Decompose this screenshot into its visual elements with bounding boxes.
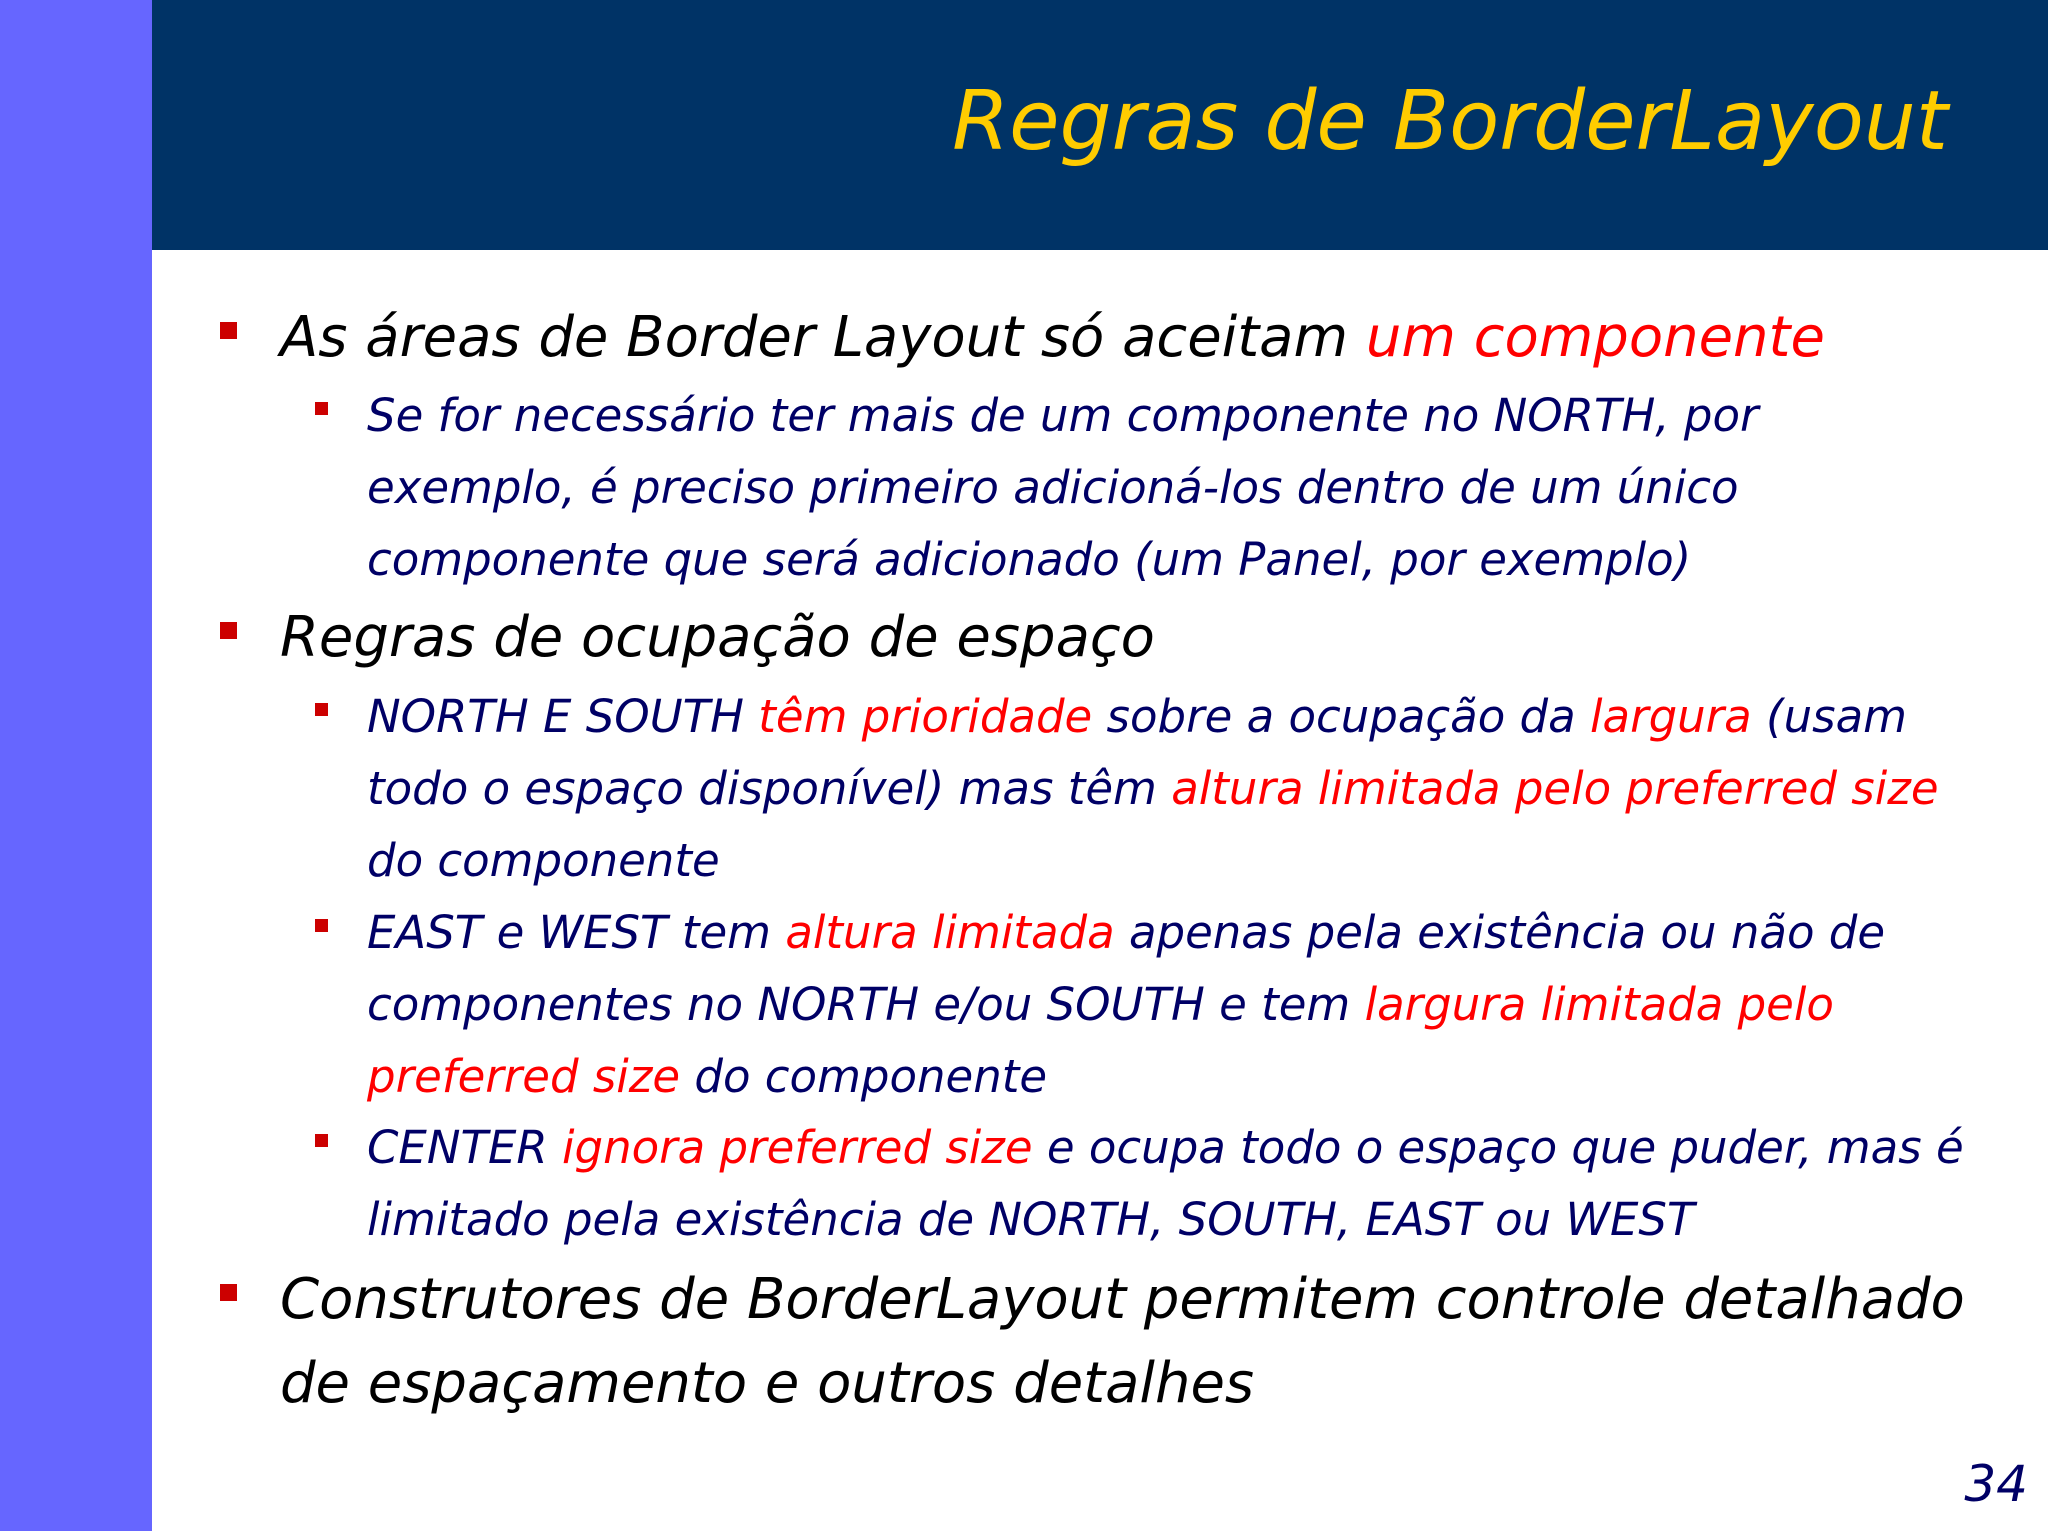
sub-bullet-line: Se for necessário ter mais de um componente no NORTH, por	[367, 389, 1759, 442]
slide-title: Regras de BorderLayout	[952, 74, 1948, 169]
sub-bullet-line	[367, 969, 1885, 1041]
highlight-segment: largura limitada pelo	[1364, 978, 1834, 1031]
sub-bullet-line	[367, 897, 1885, 969]
sub-bullet-line	[367, 1041, 1885, 1113]
page-number: 34	[1964, 1455, 2028, 1513]
text-segment: sobre a ocupação da	[1092, 690, 1590, 743]
sub-bullet-marker-icon	[315, 919, 328, 932]
sub-bullet-east-west	[367, 897, 1885, 1113]
highlight-segment: altura limitada pelo preferred size	[1171, 762, 1939, 815]
bullet-marker-icon	[220, 622, 237, 639]
text-segment: NORTH E SOUTH	[367, 690, 759, 743]
sub-bullet-north-panel	[367, 380, 1758, 596]
highlight-segment: têm prioridade	[758, 690, 1093, 743]
sub-bullet-marker-icon	[315, 703, 328, 716]
sub-bullet-line: componente que será adicionado (um Panel, por exemplo)	[367, 533, 1692, 586]
sub-bullet-line	[367, 753, 1939, 825]
text-segment: apenas pela existência ou não de	[1114, 906, 1886, 959]
highlight-segment: preferred size	[367, 1050, 681, 1103]
sub-bullet-line	[367, 681, 1939, 753]
text-segment: (usam	[1751, 690, 1907, 743]
sub-bullet-marker-icon	[315, 1134, 328, 1147]
bullet-text: As áreas de Border Layout só aceitam	[280, 305, 1366, 370]
text-segment: todo o espaço disponível) mas têm	[367, 762, 1172, 815]
bullet-marker-icon	[220, 322, 237, 339]
sub-bullet-marker-icon	[315, 402, 328, 415]
bullet-component-limit	[280, 296, 1825, 380]
bullet-highlight: um componente	[1365, 305, 1825, 370]
sub-bullet-line	[367, 1112, 1964, 1184]
text-segment: EAST e WEST tem	[367, 906, 786, 959]
bullet-space-rules	[280, 596, 1155, 680]
bullet-line: Construtores de BorderLayout permitem controle detalhado	[280, 1267, 1965, 1332]
bullet-line: de espaçamento e outros detalhes	[280, 1351, 1255, 1416]
sub-bullet-line: limitado pela existência de NORTH, SOUTH, EAST ou WEST	[367, 1193, 1695, 1246]
highlight-segment: ignora preferred size	[562, 1121, 1033, 1174]
bullet-text: Regras de ocupação de espaço	[280, 605, 1155, 670]
text-segment: do componente	[680, 1050, 1048, 1103]
sub-bullet-line: exemplo, é preciso primeiro adicioná-los dentro de um único	[367, 461, 1739, 514]
bullet-constructors	[280, 1258, 1965, 1426]
highlight-segment: largura	[1590, 690, 1752, 743]
sub-bullet-north-south	[367, 681, 1939, 897]
sub-bullet-center	[367, 1112, 1964, 1256]
text-segment: e ocupa todo o espaço que puder, mas é	[1032, 1121, 1964, 1174]
text-segment: CENTER	[367, 1121, 563, 1174]
text-segment: componentes no NORTH e/ou SOUTH e tem	[367, 978, 1365, 1031]
highlight-segment: altura limitada	[785, 906, 1115, 959]
sub-bullet-line: do componente	[367, 834, 720, 887]
bullet-marker-icon	[220, 1284, 237, 1301]
